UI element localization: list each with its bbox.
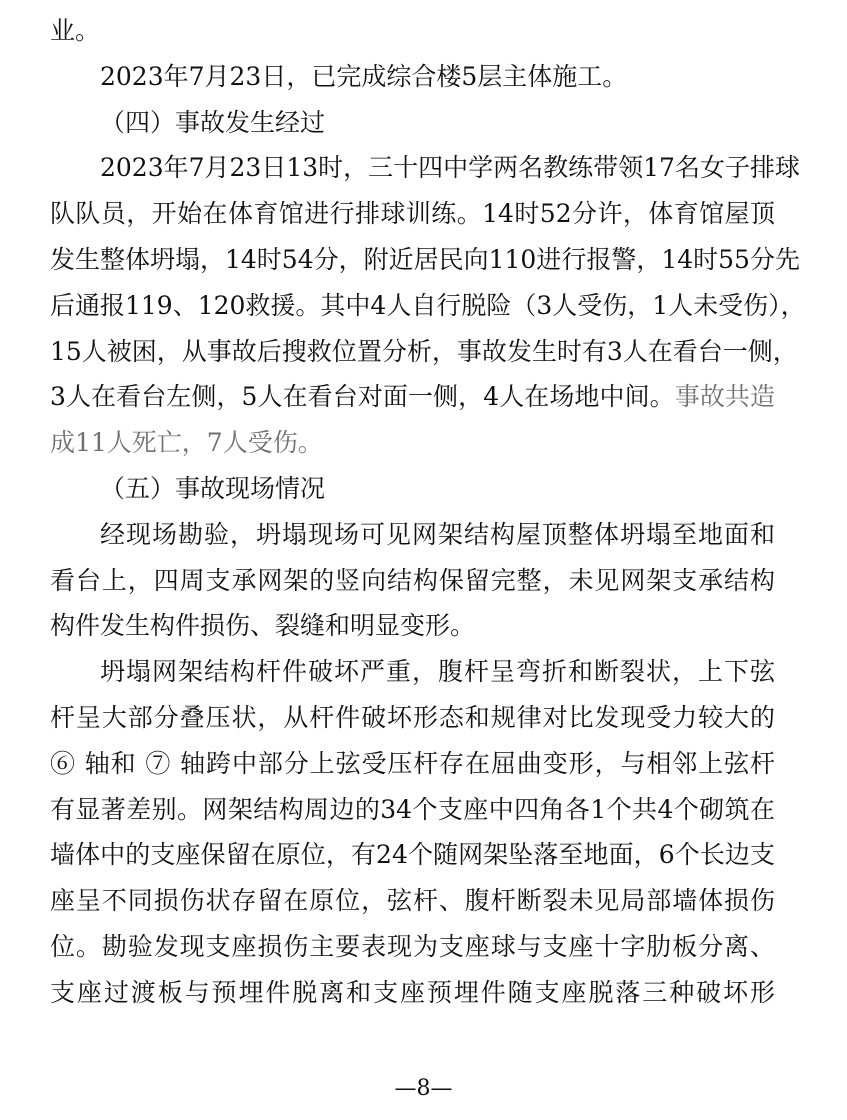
- faded-paragraph-line: 成11人死亡，7人受伤。: [50, 428, 323, 457]
- paragraph-text: 3人在看台左侧，5人在看台对面一侧，4人在场地中间。: [50, 382, 675, 411]
- paragraph-line: 坍塌网架结构杆件破坏严重，腹杆呈弯折和断裂状，上下弦: [100, 657, 775, 686]
- page-number: —8—: [394, 1076, 453, 1101]
- paragraph-line: 队队员，开始在体育馆进行排球训练。14时52分许，体育馆屋顶: [50, 199, 775, 228]
- paragraph-line: 后通报119、120救援。其中4人自行脱险（3人受伤，1人未受伤），: [50, 291, 806, 320]
- paragraph-line: 2023年7月23日13时，三十四中学两名教练带领17名女子排球: [100, 153, 800, 182]
- paragraph-line: 位。勘验发现支座损伤主要表现为支座球与支座十字肋板分离、: [50, 932, 775, 961]
- paragraph-line: 有显著差别。网架结构周边的34个支座中四角各1个共4个砌筑在: [50, 795, 775, 824]
- section-heading: （四）事故发生经过: [100, 108, 326, 137]
- faded-paragraph-text: 事故共造: [674, 382, 775, 411]
- paragraph-line: 经现场勘验，坍塌现场可见网架结构屋顶整体坍塌至地面和: [100, 520, 775, 549]
- paragraph-line: 墙体中的支座保留在原位，有24个随网架坠落至地面，6个长边支: [50, 840, 775, 869]
- paragraph-line: 发生整体坍塌，14时54分，附近居民向110进行报警，14时55分先: [50, 245, 800, 274]
- paragraph-line: 2023年7月23日，已完成综合楼5层主体施工。: [100, 62, 628, 91]
- paragraph-line: 支座过渡板与预埋件脱离和支座预埋件随支座脱落三种破坏形: [50, 978, 775, 1007]
- paragraph-line: ⑥ 轴和 ⑦ 轴跨中部分上弦受压杆存在屈曲变形，与相邻上弦杆: [50, 749, 775, 778]
- section-heading: （五）事故现场情况: [100, 474, 326, 503]
- paragraph-line: 构件发生构件损伤、裂缝和明显变形。: [50, 611, 476, 640]
- paragraph-line: 看台上，四周支承网架的竖向结构保留完整，未见网架支承结构: [50, 566, 775, 595]
- paragraph-line: 座呈不同损伤状存留在原位，弦杆、腹杆断裂未见局部墙体损伤: [50, 886, 775, 915]
- paragraph-line: 15人被困，从事故后搜救位置分析，事故发生时有3人在看台一侧，: [50, 337, 798, 366]
- paragraph-line: 杆呈大部分叠压状，从杆件破坏形态和规律对比发现受力较大的: [50, 703, 775, 732]
- paragraph-line: [50, 384, 775, 409]
- paragraph-line: 业。: [50, 16, 101, 45]
